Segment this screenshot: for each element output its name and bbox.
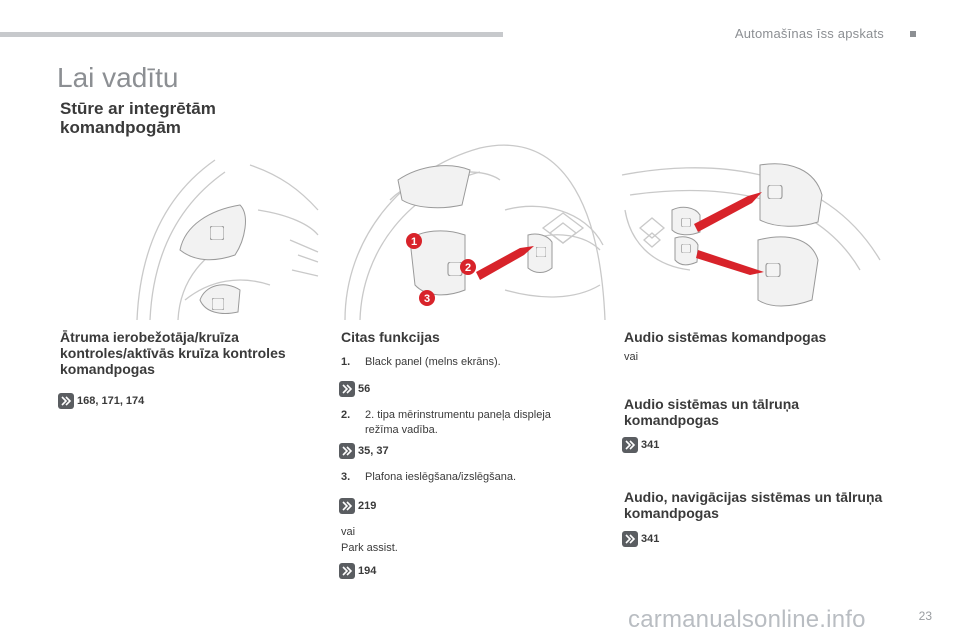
- speed-limiter-heading: Ātruma ierobežotāja/kruīza kontroles/aktīvās kruīza kontroles komandpogas: [60, 329, 286, 377]
- ref-link[interactable]: [339, 442, 389, 460]
- section-title: Automašīnas īss apskats: [734, 26, 884, 41]
- item-text: Black panel (melns ekrāns).: [365, 356, 501, 368]
- or-text: vai: [624, 351, 639, 363]
- ref-link[interactable]: [339, 497, 376, 515]
- ref-number: 341: [641, 533, 660, 545]
- ref-link[interactable]: [339, 380, 370, 398]
- item-number: 2.: [341, 409, 351, 421]
- audio-phone-heading: Audio sistēmas un tālruņa komandpogas: [624, 396, 800, 428]
- ref-number: 219: [358, 500, 377, 512]
- double-chevron-icon: [622, 531, 638, 547]
- watermark: carmanualsonline.info: [628, 606, 866, 633]
- ref-number: 194: [358, 565, 377, 577]
- steering-wheel-illustration: [0, 142, 900, 322]
- park-assist-text: Park assist.: [341, 542, 398, 554]
- double-chevron-icon: [339, 381, 355, 397]
- ref-number: 168, 171, 174: [77, 395, 145, 407]
- callout-3: 3: [423, 293, 431, 305]
- audio-nav-phone-heading: Audio, navigācijas sistēmas un tālruņa komandpogas: [624, 489, 883, 521]
- double-chevron-icon: [339, 443, 355, 459]
- audio-controls-heading: Audio sistēmas komandpogas: [624, 329, 827, 345]
- ref-number: 56: [358, 383, 371, 395]
- ref-link[interactable]: [622, 436, 659, 454]
- ref-number: 35, 37: [358, 445, 389, 457]
- ref-link[interactable]: [58, 392, 144, 410]
- ref-link[interactable]: [622, 530, 659, 548]
- ref-link[interactable]: [339, 562, 376, 580]
- double-chevron-icon: [58, 393, 74, 409]
- callout-2: 2: [464, 262, 472, 274]
- double-chevron-icon: [622, 437, 638, 453]
- item-text: Plafona ieslēgšana/izslēgšana.: [365, 471, 517, 483]
- list-item: [341, 470, 586, 485]
- header-square: [910, 31, 916, 37]
- page-subtitle: Stūre ar integrētām komandpogām: [60, 99, 216, 137]
- item-text: 2. tipa mērinstrumentu paneļa displeja režīma vadība.: [365, 409, 551, 436]
- callout-1: 1: [410, 236, 418, 248]
- page-title: Lai vadītu: [57, 62, 179, 93]
- ref-number: 341: [641, 439, 660, 451]
- item-number: 1.: [341, 356, 351, 368]
- other-functions-heading: Citas funkcijas: [341, 329, 440, 345]
- list-item: [341, 355, 586, 370]
- list-item: [341, 408, 586, 438]
- double-chevron-icon: [339, 563, 355, 579]
- double-chevron-icon: [339, 498, 355, 514]
- page-number: 23: [918, 609, 932, 623]
- header-rule: [0, 32, 503, 37]
- or-text: vai: [341, 526, 356, 538]
- item-number: 3.: [341, 471, 351, 483]
